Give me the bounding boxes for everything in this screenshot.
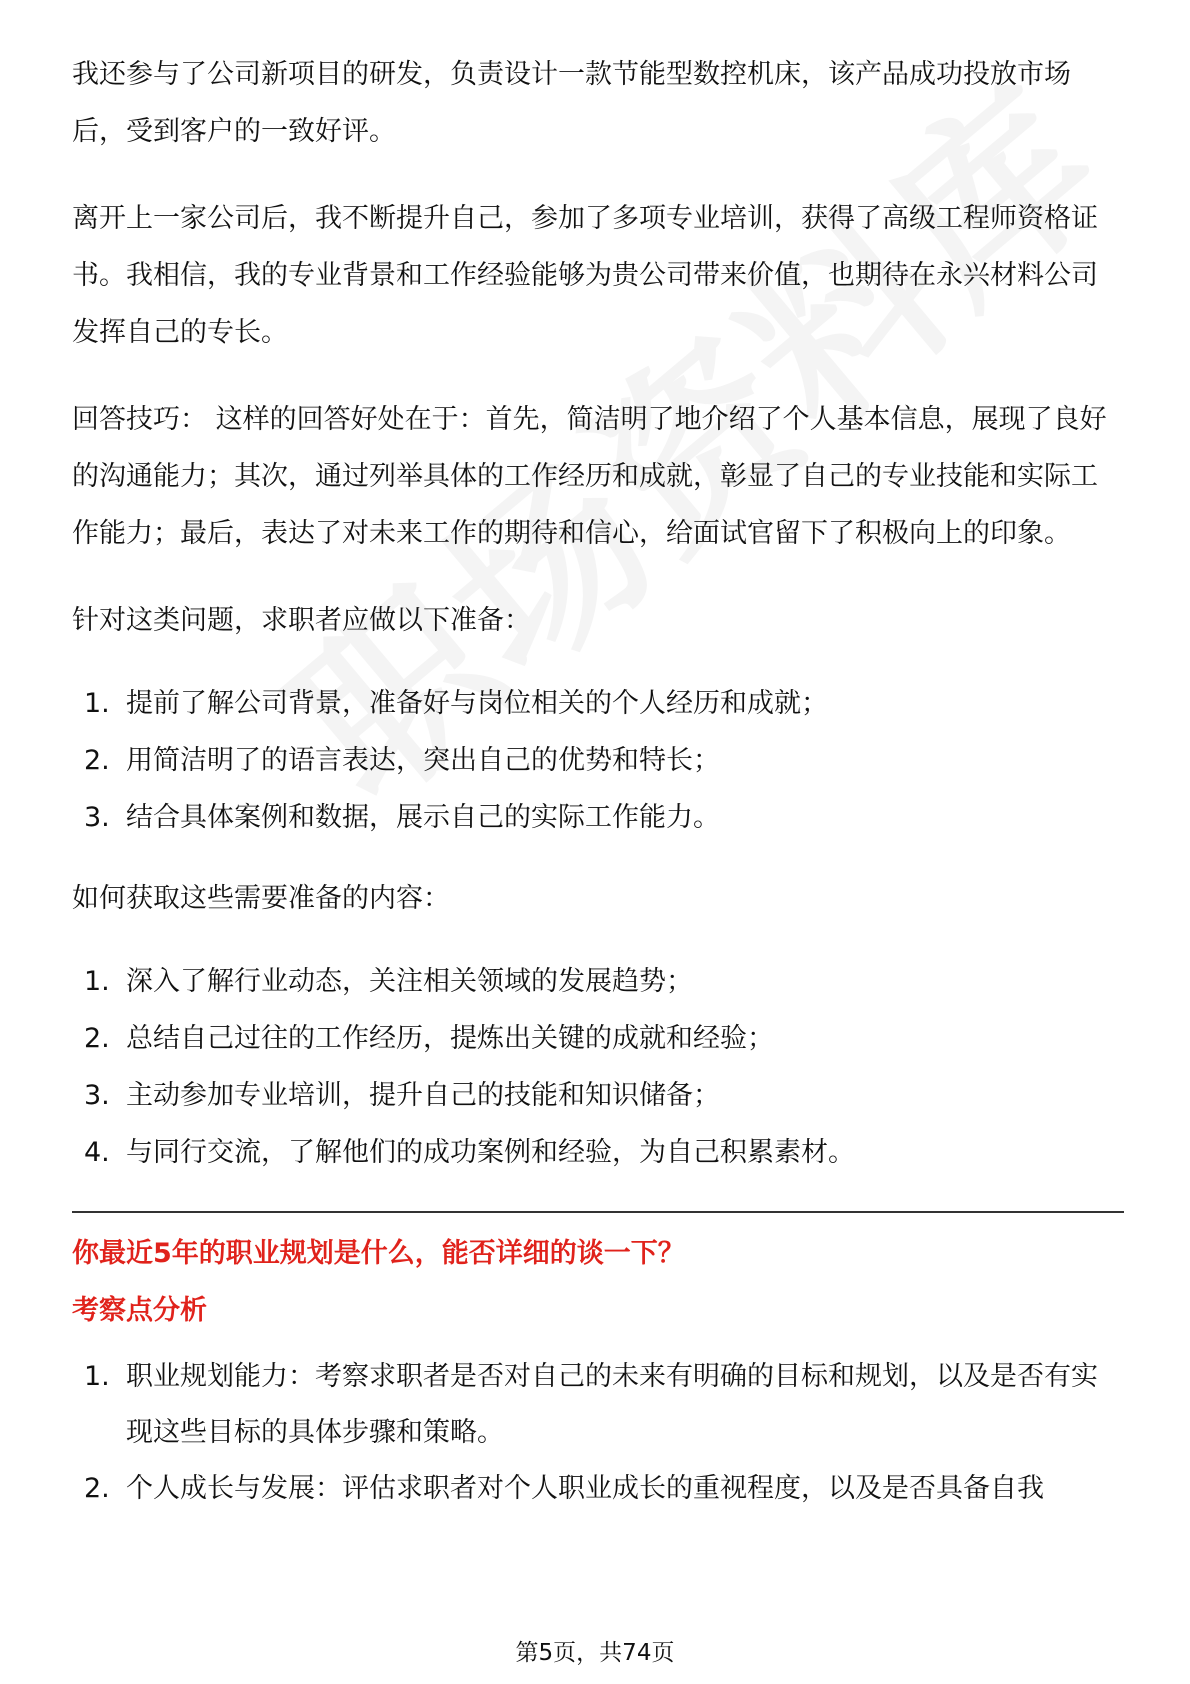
list-item: 3. 主动参加专业培训，提升自己的技能和知识储备； bbox=[84, 1080, 720, 1111]
list-item: 1. 职业规划能力：考察求职者是否对自己的未来有明确的目标和规划，以及是否有实现这些目标的具体步骤和策略。 bbox=[84, 1361, 1098, 1448]
section-divider bbox=[72, 1211, 1124, 1213]
list-item: 2. 总结自己过往的工作经历，提炼出关键的成就和经验； bbox=[84, 1023, 774, 1054]
obtain-content-list bbox=[72, 953, 1120, 1181]
analysis-heading: 考察点分析 bbox=[72, 1295, 207, 1326]
list-item: 4. 与同行交流，了解他们的成功案例和经验，为自己积累素材。 bbox=[84, 1137, 855, 1168]
list-item: 1. 提前了解公司背景，准备好与岗位相关的个人经历和成就； bbox=[84, 688, 828, 719]
list-item: 2. 个人成长与发展：评估求职者对个人职业成长的重视程度，以及是否具备自我 bbox=[84, 1473, 1044, 1504]
page-content bbox=[72, 46, 1120, 1517]
paragraph-how-to-obtain: 如何获取这些需要准备的内容： bbox=[72, 883, 450, 914]
question-title: 你最近5年的职业规划是什么，能否详细的谈一下？ bbox=[72, 1238, 685, 1269]
paragraph-project-experience: 我还参与了公司新项目的研发，负责设计一款节能型数控机床，该产品成功投放市场后，受到客户的一致好评。 bbox=[72, 59, 1071, 147]
analysis-list bbox=[72, 1349, 1120, 1517]
list-item: 2. 用简洁明了的语言表达，突出自己的优势和特长； bbox=[84, 745, 720, 776]
paragraph-self-improvement: 离开上一家公司后，我不断提升自己，参加了多项专业培训，获得了高级工程师资格证书。我相信，我的专业背景和工作经验能够为贵公司带来价值，也期待在永兴材料公司发挥自己的专长。 bbox=[72, 203, 1098, 348]
list-item: 3. 结合具体案例和数据，展示自己的实际工作能力。 bbox=[84, 802, 720, 833]
preparation-list bbox=[72, 675, 1120, 846]
page-number-footer: 第5页，共74页 bbox=[515, 1640, 675, 1666]
list-item: 1. 深入了解行业动态，关注相关领域的发展趋势； bbox=[84, 966, 693, 997]
paragraph-answer-tips: 回答技巧： 这样的回答好处在于：首先，简洁明了地介绍了个人基本信息，展现了良好的沟通能力；其次，通过列举具体的工作经历和成就，彰显了自己的专业技能和实际工作能力；最后，表达了对未来工作的期待和信心，给面试官留下了积极向上的印象。 bbox=[72, 404, 1107, 549]
paragraph-preparation-intro: 针对这类问题，求职者应做以下准备： bbox=[72, 605, 531, 636]
